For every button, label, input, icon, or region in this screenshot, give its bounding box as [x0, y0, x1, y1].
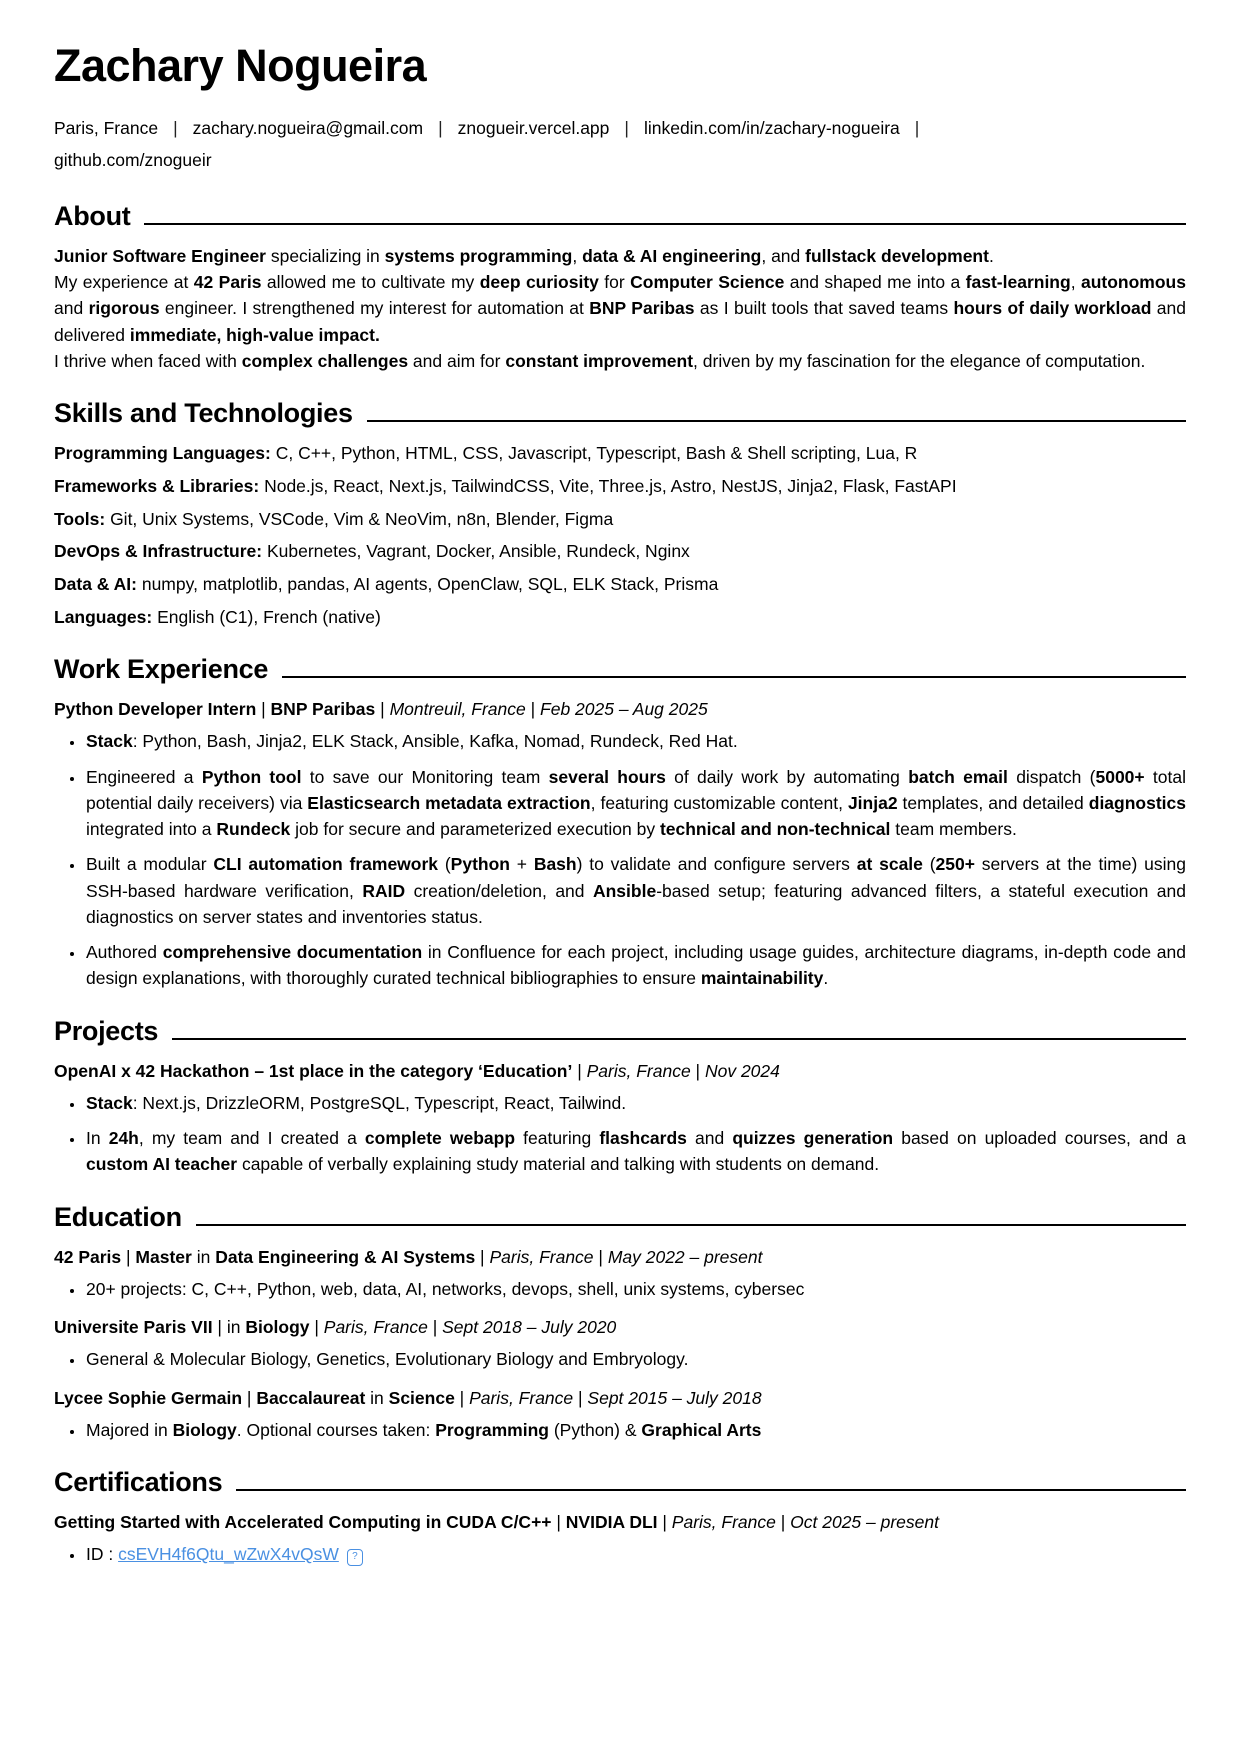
section-certifications	[54, 1467, 1186, 1568]
section-projects	[54, 1016, 1186, 1178]
external-link-icon: ?	[347, 1549, 363, 1566]
education-bullet-list	[54, 1346, 1186, 1372]
education-bullet-paris-vii: • General & Molecular Biology, Genetics, Evolutionary Biology and Embryology.	[85, 1346, 1186, 1372]
section-rule	[144, 223, 1186, 225]
section-title-education: Education	[54, 1202, 1186, 1233]
certification-id-link[interactable]: csEVH4f6Qtu_wZwX4vQsW	[118, 1544, 339, 1565]
skill-line-devops: DevOps & Infrastructure: Kubernetes, Vagrant, Docker, Ansible, Rundeck, Nginx	[54, 541, 690, 562]
skill-line-frameworks: Frameworks & Libraries: Node.js, React, Next.js, TailwindCSS, Vite, Three.js, Astro, NestJS, Jinja2, Flask, FastAPI	[54, 475, 957, 496]
contact-separator: |	[438, 118, 443, 138]
about-paragraph: I thrive when faced with complex challenges and aim for constant improvement, driven by my fascination for the elegance of computation.	[54, 350, 1146, 371]
person-name: Zachary Nogueira	[54, 40, 427, 91]
certification-bullet-list	[54, 1541, 1186, 1567]
work-bullet-list	[54, 728, 1186, 991]
section-rule	[367, 420, 1186, 422]
education-bullet-42paris: • 20+ projects: C, C++, Python, web, data, AI, networks, devops, shell, unix systems, cybersec	[85, 1276, 1186, 1302]
section-education	[54, 1202, 1186, 1444]
section-title-certifications: Certifications	[54, 1467, 1186, 1498]
section-about	[54, 201, 1186, 374]
work-bullet-stack: • Stack: Python, Bash, Jinja2, ELK Stack, Ansible, Kafka, Nomad, Rundeck, Red Hat.	[85, 728, 1186, 754]
project-bullet-list	[54, 1090, 1186, 1178]
contact-separator: |	[914, 118, 920, 138]
contact-linkedin: linkedin.com/in/zachary-nogueira	[643, 118, 900, 138]
project-bullet-description: • In 24h, my team and I created a complete webapp featuring flashcards and quizzes generation based on uploaded courses, and a custom AI teacher capable of verbally explaining study material and talking with students on demand.	[85, 1125, 1186, 1178]
skill-line-tools: Tools: Git, Unix Systems, VSCode, Vim & NeoVim, n8n, Blender, Figma	[54, 508, 614, 529]
section-skills	[54, 398, 1186, 630]
section-rule	[172, 1038, 1186, 1040]
education-entry-heading-42paris: 42 Paris | Master in Data Engineering & AI Systems | Paris, France | May 2022 – present	[54, 1246, 763, 1267]
resume-header	[54, 40, 1186, 177]
project-bullet-stack: • Stack: Next.js, DrizzleORM, PostgreSQL, Typescript, React, Tailwind.	[85, 1090, 1186, 1116]
contact-github: github.com/znogueir	[54, 150, 212, 171]
work-entry-heading: Python Developer Intern | BNP Paribas | Montreuil, France | Feb 2025 – Aug 2025	[54, 699, 708, 719]
contact-separator: |	[624, 118, 629, 138]
contact-email: zachary.nogueira@gmail.com	[192, 118, 424, 138]
education-bullet-list	[54, 1417, 1186, 1443]
contact-line	[54, 112, 1186, 177]
work-bullet-email-tool: • Engineered a Python tool to save our Monitoring team several hours of daily work by automating batch email dispatch (5000+ total potential daily receivers) via Elasticsearch metadata extraction, featuring customizable content, Jinja2 templates, and detailed diagnostics integrated into a Rundeck job for secure and parameterized execution by technical and non-technical team members.	[85, 764, 1186, 843]
skill-line-languages: Languages: English (C1), French (native)	[54, 606, 381, 627]
education-bullet-list	[54, 1276, 1186, 1302]
education-entry-heading-paris-vii: Universite Paris VII | in Biology | Paris, France | Sept 2018 – July 2020	[54, 1317, 617, 1337]
contact-website: znogueir.vercel.app	[457, 118, 610, 138]
section-work-experience	[54, 654, 1186, 992]
section-title-projects: Projects	[54, 1016, 1186, 1047]
section-rule	[236, 1489, 1186, 1491]
section-rule	[282, 676, 1186, 678]
section-rule	[196, 1224, 1186, 1226]
project-entry-heading: OpenAI x 42 Hackathon – 1st place in the category ‘Education’ | Paris, France | Nov 2024	[54, 1060, 780, 1081]
section-title-about: About	[54, 201, 1186, 232]
certification-entry-heading: Getting Started with Accelerated Computing in CUDA C/C++ | NVIDIA DLI | Paris, France | Oct 2025 – present	[54, 1512, 939, 1532]
skill-line-data-ai: Data & AI: numpy, matplotlib, pandas, AI agents, OpenClaw, SQL, ELK Stack, Prisma	[54, 574, 719, 594]
education-bullet-lycee: • Majored in Biology. Optional courses taken: Programming (Python) & Graphical Arts	[85, 1417, 1186, 1443]
section-title-work-experience: Work Experience	[54, 654, 1186, 685]
work-bullet-cli-framework: • Built a modular CLI automation framework (Python + Bash) to validate and configure servers at scale (250+ servers at the time) using SSH-based hardware verification, RAID creation/deletion, and Ansible-based setup; featuring advanced filters, a stateful execution and diagnostics on server states and inventories status.	[85, 851, 1186, 930]
about-paragraph: My experience at 42 Paris allowed me to cultivate my deep curiosity for Computer Science and shaped me into a fast-learning, autonomous and rigorous engineer. I strengthened my interest for automation at BNP Paribas as I built tools that saved teams hours of daily workload and delivered immediate, high-value impact.	[54, 272, 1187, 345]
contact-separator: |	[173, 118, 178, 138]
certification-id-item	[85, 1541, 1186, 1567]
resume-page	[54, 40, 1186, 1568]
about-paragraph: Junior Software Engineer specializing in systems programming, data & AI engineering, and fullstack development.	[54, 245, 994, 266]
section-title-skills: Skills and Technologies	[54, 398, 1186, 429]
education-entry-heading-lycee: Lycee Sophie Germain | Baccalaureat in Science | Paris, France | Sept 2015 – July 2018	[54, 1387, 762, 1408]
work-bullet-documentation: • Authored comprehensive documentation in Confluence for each project, including usage guides, architecture diagrams, in-depth code and design explanations, with thoroughly curated technical bibliographies to ensure maintainability.	[85, 939, 1186, 992]
certification-id-label: ID :	[86, 1544, 119, 1565]
contact-location: Paris, France	[54, 118, 159, 138]
skill-line-programming-languages: Programming Languages: C, C++, Python, HTML, CSS, Javascript, Typescript, Bash & Shell scripting, Lua, R	[54, 443, 918, 463]
